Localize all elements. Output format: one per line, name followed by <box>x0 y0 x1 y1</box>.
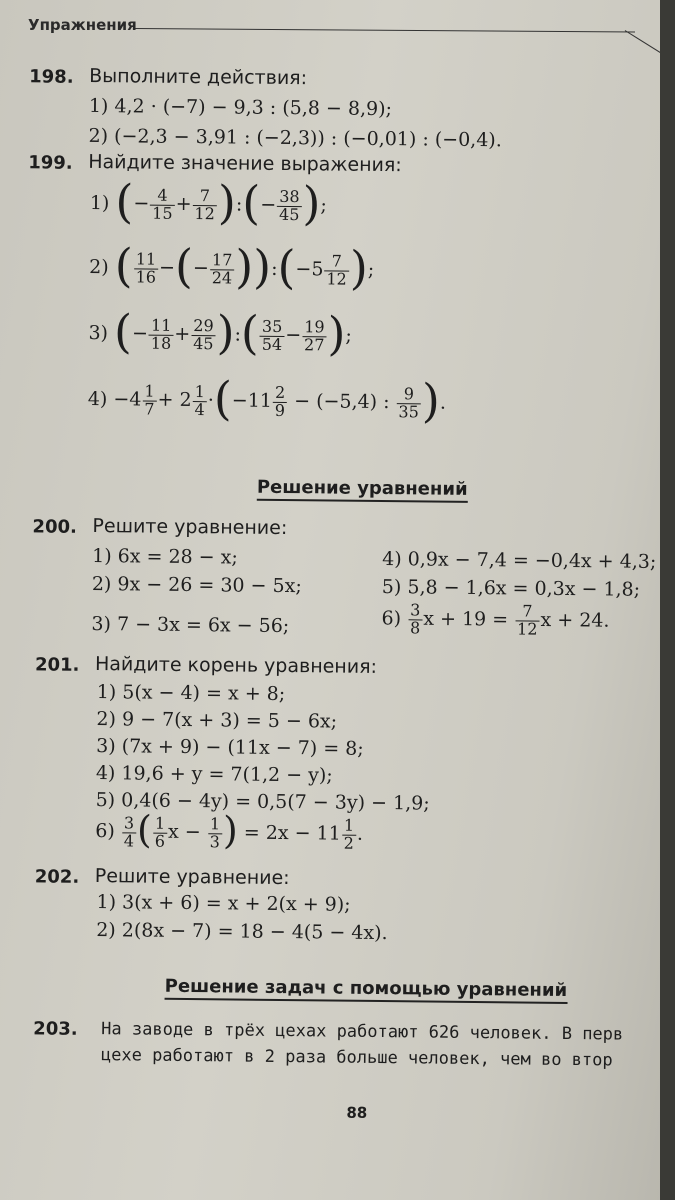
exercise-198-item-2: 2) (−2,3 − 3,91 : (−2,3)) : (−0,01) : (−0,4). <box>88 124 502 152</box>
fraction: $\frac{1}{7}$ <box>144 381 155 419</box>
exercise-203-line-2: цехе работают в 2 раза больше человек, чем во втор <box>100 1045 613 1071</box>
fraction: $\frac{9}{35}$ <box>396 386 421 421</box>
exercise-201-item-3: 3) (7x + 9) − (11x − 7) = 8; <box>96 735 364 760</box>
exercise-198-task: Выполните действия: <box>89 64 308 90</box>
section-title-equations: Решение уравнений <box>257 477 468 503</box>
exercise-201-item-5: 5) 0,4(6 − 4y) = 0,5(7 − 3y) − 1,9; <box>95 789 430 815</box>
exercise-201-item-4: 4) 19,6 + y = 7(1,2 − y); <box>95 762 333 787</box>
exercise-199-expression-3: 3) (− $\frac{11}{18}$ + $\frac{29}{45}$ ):( $\frac{35}{54}$ − $\frac{19}{27}$ ); <box>88 304 353 361</box>
exercise-199-expression-2: 2) ( $\frac{11}{16}$ −(− $\frac{17}{24}$ )):(−5 $\frac{7}{12}$ ); <box>89 238 375 295</box>
exercise-200-item-4: 4) 0,9x − 7,4 = −0,4x + 4,3; <box>382 548 657 573</box>
exercise-201-number: 201. <box>34 654 80 676</box>
fraction: $\frac{1}{6}$ <box>154 813 166 851</box>
exercise-198-item-1: 1) 4,2 · (−7) − 9,3 : (5,8 − 8,9); <box>88 94 393 121</box>
item-label: 4) <box>87 387 108 411</box>
fraction: $\frac{2}{9}$ <box>274 382 286 420</box>
exercise-200-task: Решите уравнение: <box>92 514 288 540</box>
exercise-200-item-3: 3) 7 − 3x = 6x − 56; <box>91 612 290 638</box>
fraction: $\frac{7}{12}$ <box>192 188 217 223</box>
exercise-202-task: Решите уравнение: <box>94 865 290 890</box>
exercise-201-item-1: 1) 5(x − 4) = x + 8; <box>96 681 286 706</box>
exercise-198-number: 198. <box>29 66 74 88</box>
fraction: $\frac{29}{45}$ <box>193 315 214 353</box>
fraction: $\frac{11}{18}$ <box>150 315 172 353</box>
exercise-201-item-2: 2) 9 − 7(x + 3) = 5 − 6x; <box>96 708 338 733</box>
exercise-199-expression-4: 4) −4 $\frac{1}{7}$ + 2 $\frac{1}{4}$ ·(−11 $\frac{2}{9}$ − (−5,4) : $\frac{9}{35}$ ). <box>87 371 447 428</box>
item-label: 1) <box>89 191 110 215</box>
fraction: $\frac{4}{15}$ <box>150 187 175 222</box>
exercise-200-item-5: 5) 5,8 − 1,6x = 0,3x − 1,8; <box>381 576 641 601</box>
exercise-200-item-2: 2) 9x − 26 = 30 − 5x; <box>91 572 302 598</box>
exercise-199-expression-1: 1) (− $\frac{4}{15}$ + $\frac{7}{12}$ ):(− $\frac{38}{45}$ ); <box>89 174 328 231</box>
exercise-203-number: 203. <box>33 1018 78 1040</box>
item-label: 3) <box>88 321 109 345</box>
exercise-200-number: 200. <box>32 516 78 538</box>
section-title-word-problems: Решение задач с помощью уравнений <box>165 976 568 1004</box>
fraction: $\frac{1}{4}$ <box>194 381 206 419</box>
item-label: 2) <box>89 255 109 279</box>
fraction: $\frac{11}{16}$ <box>135 249 157 287</box>
fraction: $\frac{7}{12}$ <box>324 253 349 288</box>
exercise-202-item-1: 1) 3(x + 6) = x + 2(x + 9); <box>96 891 351 916</box>
fraction: $\frac{3}{8}$ <box>409 600 421 638</box>
fraction: $\frac{38}{45}$ <box>278 186 300 224</box>
exercise-199-task: Найдите значение выражения: <box>88 150 402 177</box>
fraction: $\frac{1}{3}$ <box>209 813 221 851</box>
fraction: $\frac{3}{4}$ <box>123 813 135 850</box>
fraction: $\frac{1}{2}$ <box>343 815 355 853</box>
exercise-203-line-1: На заводе в трёх цехах работают 626 человек. В перв <box>101 1019 624 1045</box>
exercise-202-number: 202. <box>34 866 80 888</box>
fraction: $\frac{19}{27}$ <box>303 316 325 354</box>
fraction: $\frac{17}{24}$ <box>211 249 233 287</box>
exercise-201-task: Найдите корень уравнения: <box>94 653 378 678</box>
exercise-201-item-6: 6) $\frac{3}{4}$ ( $\frac{1}{6}$ x − $\frac{1}{3}$ ) = 2x − 11 $\frac{1}{2}$ . <box>95 807 364 853</box>
exercise-200-item-6: 6) $\frac{3}{8}$ x + 19 = $\frac{7}{12}$ x + 24. <box>381 600 610 639</box>
exercise-202-item-2: 2) 2(8x − 7) = 18 − 4(5 − 4x). <box>96 919 388 945</box>
fraction: $\frac{7}{12}$ <box>515 603 540 638</box>
fraction: $\frac{35}{54}$ <box>261 316 283 354</box>
exercise-199-number: 199. <box>28 152 73 174</box>
page-number: 88 <box>346 1103 368 1122</box>
section-header: Упражнения <box>28 16 137 34</box>
exercise-200-item-1: 1) 6x = 28 − x; <box>92 544 238 569</box>
